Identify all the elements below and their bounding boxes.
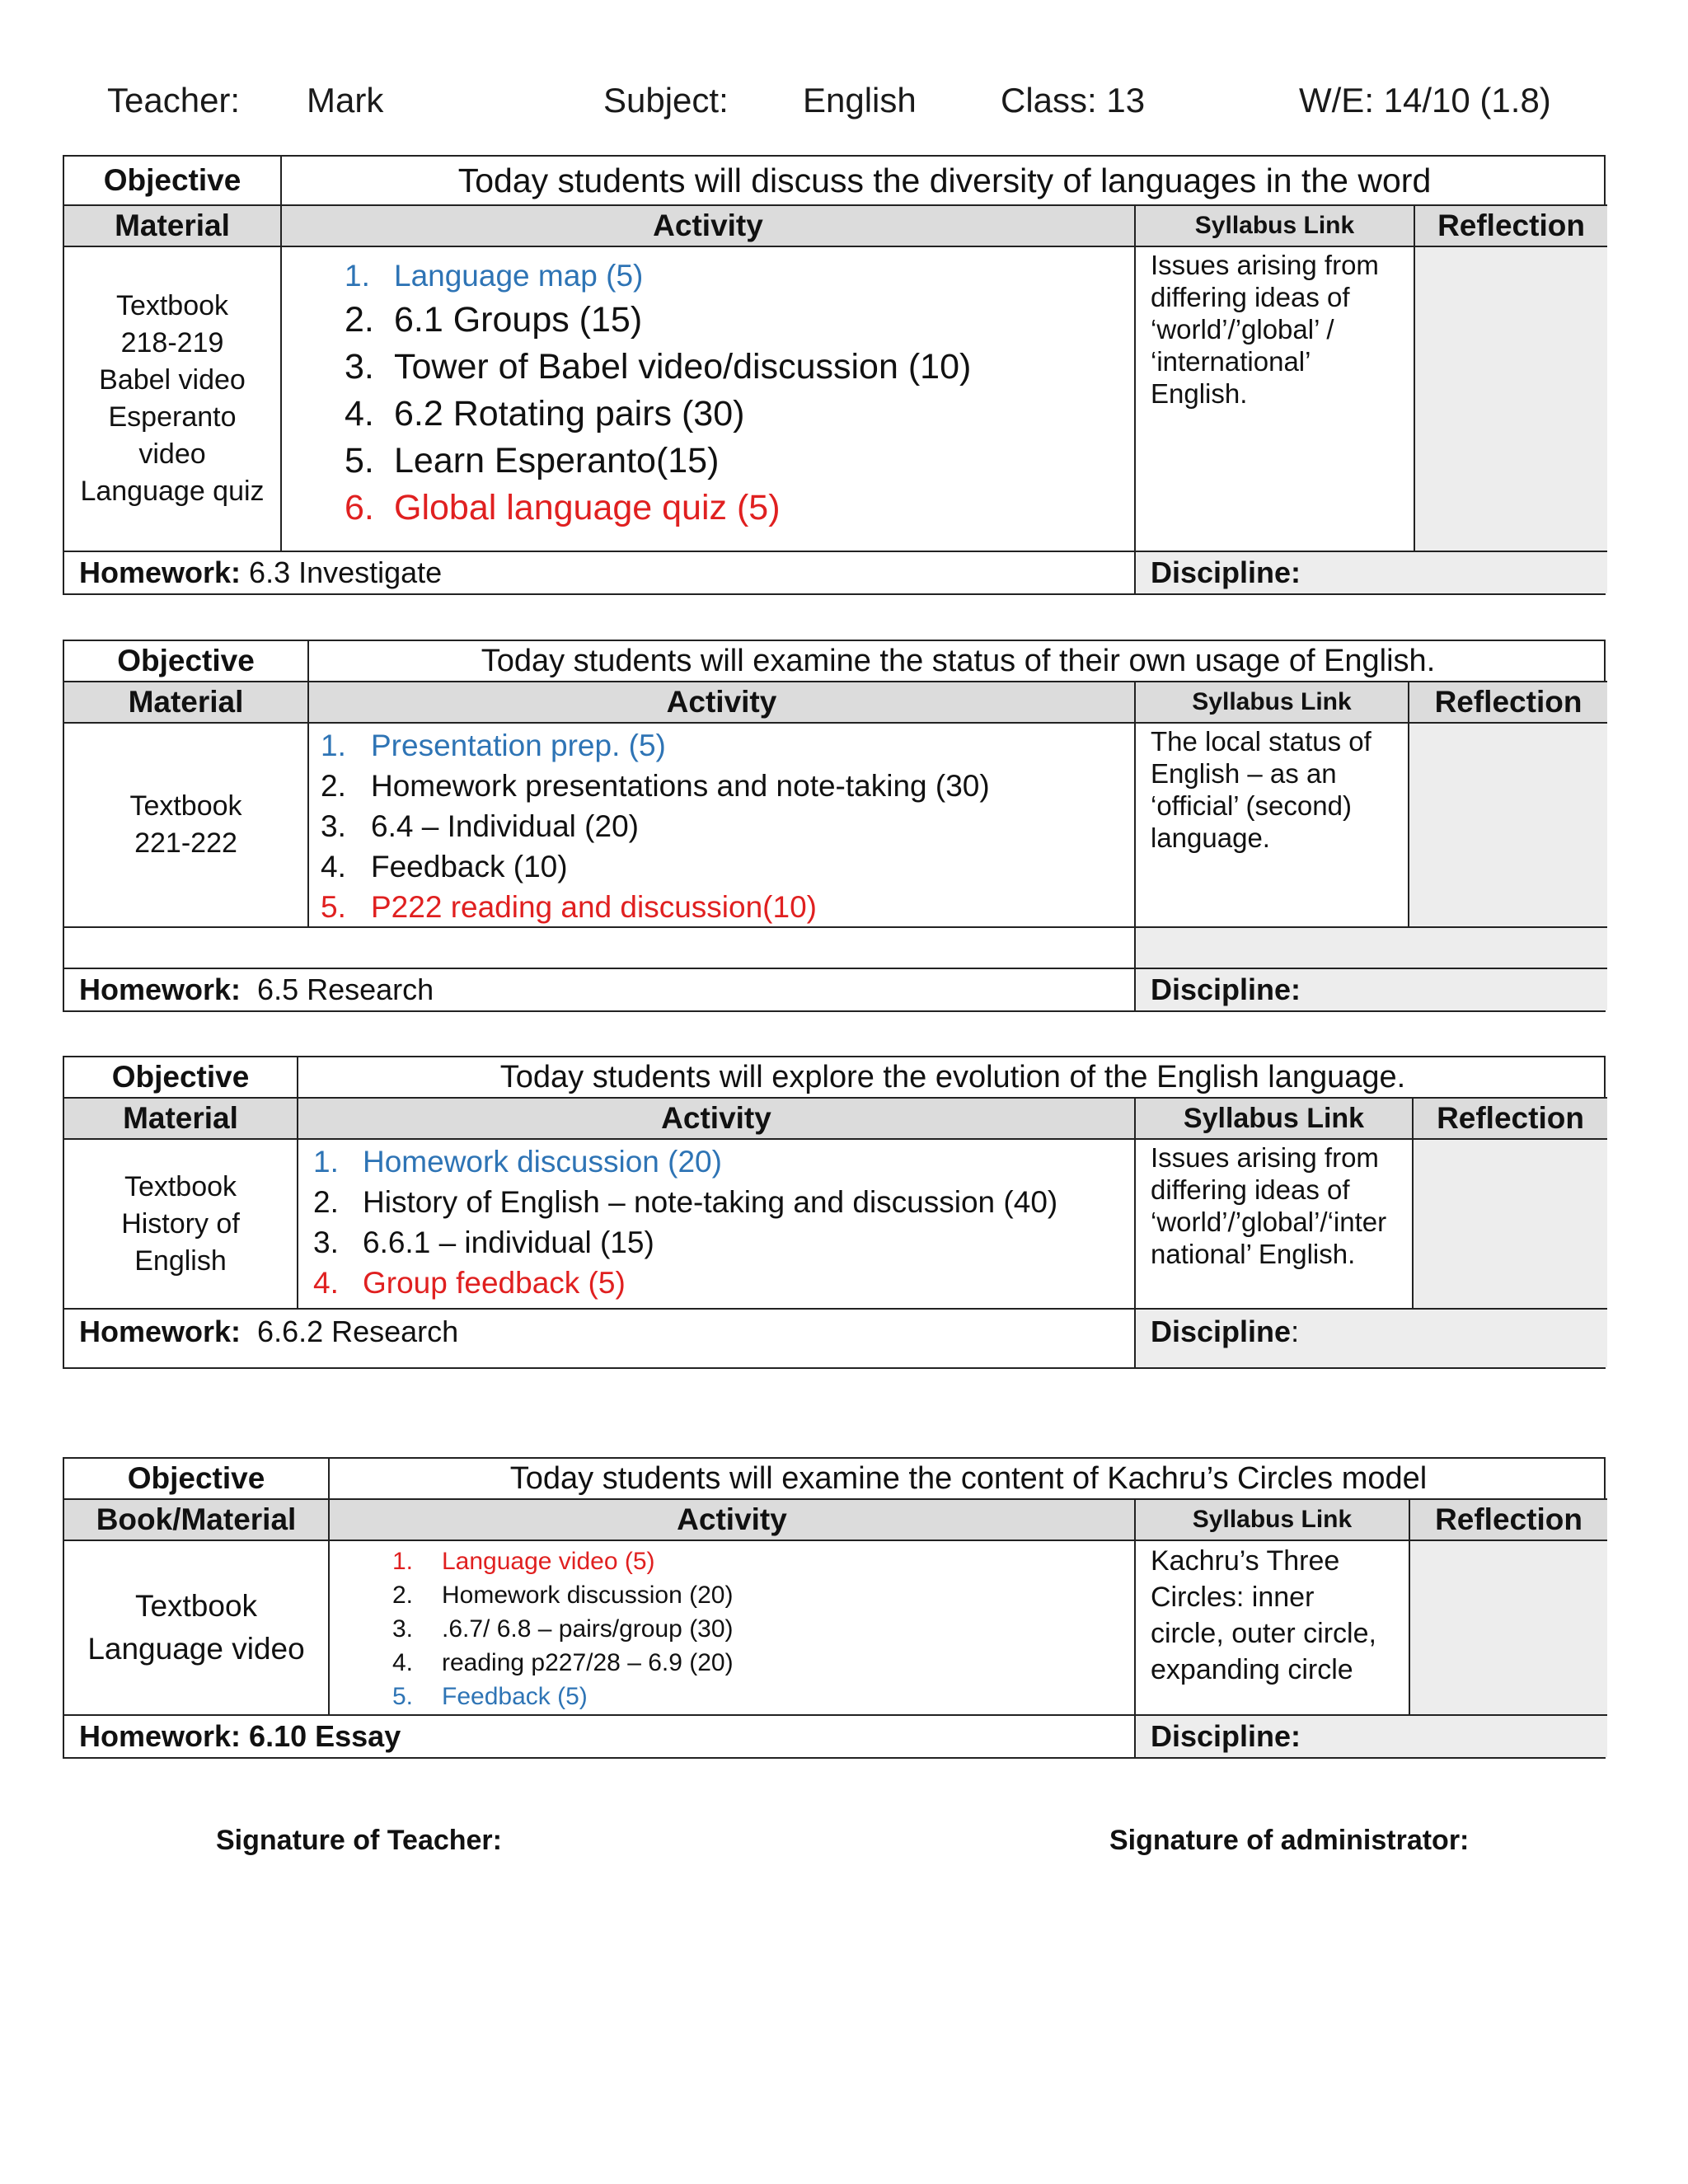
- material-line: Language video: [87, 1632, 305, 1666]
- material-cell: [64, 1541, 330, 1716]
- activity-item: 3. 6.6.1 – individual (15): [313, 1226, 654, 1259]
- material-line: History of: [121, 1207, 240, 1240]
- activity-item: 1. Homework discussion (20): [313, 1145, 722, 1179]
- book-material-header: Book/Material: [64, 1500, 330, 1541]
- homework-text: 6.6.2 Research: [257, 1315, 459, 1348]
- homework-cell: Homework: 6.3 Investigate: [64, 552, 1136, 593]
- activity-item: 4. reading p227/28 – 6.9 (20): [392, 1649, 734, 1676]
- homework-cell: Homework: 6.5 Research: [64, 969, 1136, 1010]
- material-line: Esperanto: [108, 401, 237, 433]
- reflection-cell: [1410, 1541, 1607, 1716]
- activity-header: Activity: [282, 206, 1136, 247]
- objective-text: Today students will examine the content of Kachru’s Circles model: [330, 1459, 1607, 1500]
- activity-item: 2. 6.1 Groups (15): [345, 300, 643, 340]
- reflection-cell: [1414, 1140, 1607, 1310]
- activity-list: [309, 724, 1136, 928]
- material-line: 221-222: [134, 827, 237, 859]
- activity-header: Activity: [298, 1099, 1136, 1140]
- activity-item: 5. Feedback (5): [392, 1683, 588, 1710]
- reflection-header: Reflection: [1415, 206, 1607, 247]
- material-header: Material: [64, 682, 309, 724]
- empty-row-cell: [1136, 928, 1607, 969]
- activity-item: 3. 6.4 – Individual (20): [321, 809, 639, 843]
- class-text: Class: 13: [1001, 81, 1146, 120]
- material-line: Textbook: [134, 1589, 258, 1623]
- syllabus-link-text: Kachru’s Three Circles: inner circle, outer circle, expanding circle: [1136, 1541, 1410, 1716]
- activity-list: [330, 1541, 1136, 1716]
- material-line: Babel video: [99, 364, 246, 396]
- homework-cell: Homework: 6.6.2 Research: [64, 1310, 1136, 1367]
- activity-header: Activity: [330, 1500, 1136, 1541]
- objective-label: Objective: [64, 1057, 298, 1099]
- material-cell: [64, 724, 309, 928]
- discipline-cell: Discipline:: [1136, 1716, 1607, 1757]
- activity-item: 3. Tower of Babel video/discussion (10): [345, 347, 972, 387]
- objective-label: Objective: [64, 1459, 330, 1500]
- syllabus-link-header: Syllabus Link: [1136, 1500, 1410, 1541]
- objective-text: Today students will examine the status of their own usage of English.: [309, 641, 1607, 682]
- material-line: video: [138, 438, 206, 470]
- syllabus-link-text: Issues arising from differing ideas of ‘world’/’global’ / ‘international’ English.: [1136, 247, 1415, 552]
- activity-list: [282, 247, 1136, 552]
- activity-item: 4. Group feedback (5): [313, 1266, 626, 1300]
- material-line: English: [134, 1244, 227, 1277]
- activity-item: 1. Language video (5): [392, 1548, 655, 1575]
- material-line: Language quiz: [80, 476, 265, 507]
- homework-text: 6.3 Investigate: [249, 555, 443, 589]
- material-cell: [64, 1140, 298, 1310]
- activity-item: 1. Language map (5): [345, 259, 644, 293]
- reflection-header: Reflection: [1410, 1500, 1607, 1541]
- reflection-header: Reflection: [1409, 682, 1607, 724]
- syllabus-link-header: Syllabus Link: [1136, 1099, 1414, 1140]
- activity-item: 4. 6.2 Rotating pairs (30): [345, 394, 745, 434]
- activity-item: 4. Feedback (10): [321, 850, 568, 883]
- material-line: Textbook: [124, 1170, 237, 1202]
- discipline-cell: Discipline:: [1136, 969, 1607, 1010]
- homework-cell: Homework: 6.10 Essay: [64, 1716, 1136, 1757]
- subject-value: English: [803, 81, 917, 120]
- teacher-value: Mark: [307, 81, 384, 120]
- reflection-cell: [1415, 247, 1607, 552]
- material-line: Textbook: [129, 790, 242, 822]
- syllabus-link-header: Syllabus Link: [1136, 682, 1409, 724]
- homework-text: 6.5 Research: [257, 972, 434, 1006]
- lesson-plan-4: [63, 1457, 1606, 1759]
- objective-label: Objective: [64, 641, 309, 682]
- objective-text: Today students will explore the evolution of the English language.: [298, 1057, 1607, 1099]
- lesson-plan-2: [63, 640, 1606, 1012]
- activity-item: 2. History of English – note-taking and discussion (40): [313, 1185, 1058, 1219]
- week-text: W/E: 14/10 (1.8): [1299, 81, 1551, 120]
- objective-text: Today students will discuss the diversity of languages in the word: [282, 157, 1607, 206]
- syllabus-link-text: Issues arising from differing ideas of ‘world’/’global’/‘inter national’ English.: [1136, 1140, 1414, 1310]
- empty-row-cell: [64, 928, 1136, 969]
- material-header: Material: [64, 206, 282, 247]
- activity-item: 5. Learn Esperanto(15): [345, 441, 720, 480]
- discipline-cell: Discipline :: [1136, 1310, 1607, 1367]
- activity-item: 2. Homework discussion (20): [392, 1582, 734, 1609]
- activity-item: 3. .6.7/ 6.8 – pairs/group (30): [392, 1615, 734, 1643]
- activity-item: 5. P222 reading and discussion(10): [321, 890, 817, 924]
- activity-item: 2. Homework presentations and note-taking (30): [321, 769, 990, 803]
- activity-item: 1. Presentation prep. (5): [321, 729, 666, 762]
- discipline-cell: Discipline:: [1136, 552, 1607, 593]
- material-line: 218-219: [120, 327, 224, 359]
- lesson-plan-3: [63, 1056, 1606, 1369]
- lesson-plan-1: [63, 155, 1606, 595]
- reflection-header: Reflection: [1414, 1099, 1607, 1140]
- activity-header: Activity: [309, 682, 1136, 724]
- activity-list: [298, 1140, 1136, 1310]
- homework-text: 6.10 Essay: [249, 1719, 401, 1753]
- reflection-cell: [1409, 724, 1607, 928]
- administrator-signature-label: Signature of administrator:: [1109, 1825, 1470, 1856]
- subject-label: Subject:: [603, 81, 729, 120]
- objective-label: Objective: [64, 157, 282, 206]
- material-line: Textbook: [115, 290, 229, 321]
- material-header: Material: [64, 1099, 298, 1140]
- activity-item: 6. Global language quiz (5): [345, 488, 781, 527]
- teacher-signature-label: Signature of Teacher:: [216, 1825, 502, 1856]
- syllabus-link-text: The local status of English – as an ‘official’ (second) language.: [1136, 724, 1409, 928]
- teacher-label: Teacher:: [107, 81, 241, 120]
- material-cell: [64, 247, 282, 552]
- syllabus-link-header: Syllabus Link: [1136, 206, 1415, 247]
